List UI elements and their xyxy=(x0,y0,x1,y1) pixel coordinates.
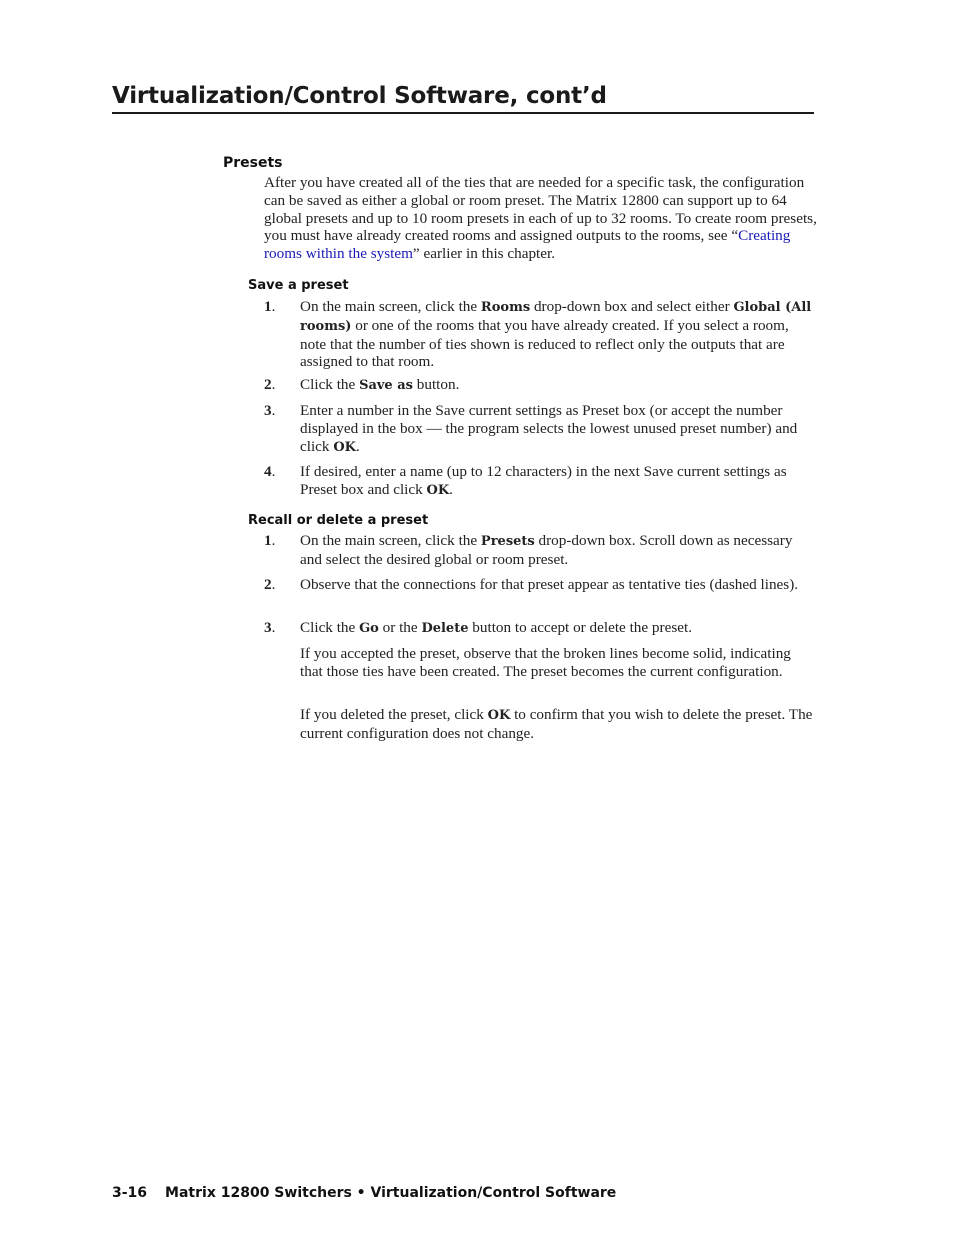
recall-step-1: 1. On the main screen, click the Presets drop-down box. Scroll down as necessary and select the desired global or room preset. xyxy=(264,532,793,568)
presets-intro: After you have created all of the ties that are needed for a specific task, the configuration can be saved as either a global or room preset. The Matrix 12800 can support up to 64 global presets and up to 10 room presets in each of up to 32 rooms. To create room presets, you must have already created rooms and assigned outputs to the rooms, see “Creating rooms within the system” earlier in this chapter. xyxy=(264,174,817,263)
save-step-4: 4. If desired, enter a name (up to 12 characters) in the next Save current settings as Preset box and click OK. xyxy=(264,463,787,498)
ok-button-ref: OK xyxy=(487,708,511,723)
rooms-dropdown-ref: Rooms xyxy=(480,300,531,315)
save-as-button-ref: Save as xyxy=(359,378,413,393)
note-deleted-preset: If you deleted the preset, click OK to confirm that you wish to delete the preset. The current configuration does not change. xyxy=(300,706,813,742)
page-title: Virtualization/Control Software, cont’d xyxy=(112,83,814,114)
recall-step-3: 3. Click the Go or the Delete button to accept or delete the preset. xyxy=(264,619,692,636)
ok-button-ref: OK xyxy=(333,439,356,455)
page-footer xyxy=(112,1185,616,1201)
note-accepted-preset: If you accepted the preset, observe that the broken lines become solid, indicating that those ties have been created. The preset becomes the current configuration. xyxy=(300,645,791,680)
go-button-ref: Go xyxy=(359,621,379,636)
subheading-recall-delete-preset: Recall or delete a preset xyxy=(248,513,429,528)
presets-dropdown-ref: Presets xyxy=(480,534,535,549)
footer-title: Matrix 12800 Switchers • Virtualization/Control Software xyxy=(165,1185,617,1201)
global-all-rooms-ref: Global (All rooms) xyxy=(300,300,812,334)
recall-step-2: 2. Observe that the connections for that preset appear as tentative ties (dashed lines). xyxy=(264,576,799,593)
section-heading-presets: Presets xyxy=(223,155,283,171)
page-number: 3-16 xyxy=(112,1185,148,1201)
ok-button-ref: OK xyxy=(426,482,450,498)
save-step-1: 1. On the main screen, click the Rooms drop-down box and select either Global (All rooms) or one of the rooms that you have already created. If you select a room, note that the number of ties shown is reduced to reflect only the outputs that are assigned to that room. xyxy=(264,298,812,371)
save-step-3: 3. Enter a number in the Save current settings as Preset box (or accept the number displayed in the box — the program selects the lowest unused preset number) and click OK. xyxy=(264,402,798,455)
creating-rooms-link[interactable]: Creating rooms within the system xyxy=(264,227,791,263)
subheading-save-preset: Save a preset xyxy=(248,278,349,293)
save-step-2: 2. Click the Save as button. xyxy=(264,376,460,393)
delete-button-ref: Delete xyxy=(421,621,469,636)
